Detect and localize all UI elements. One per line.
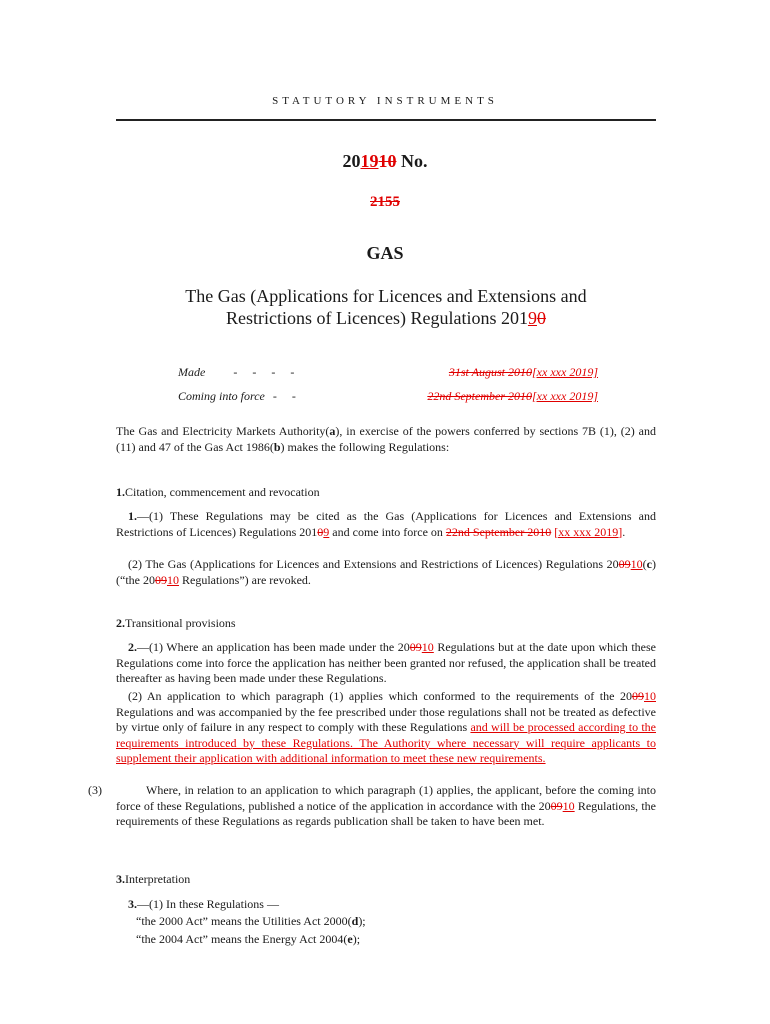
section-1-para-2: (2) The Gas (Applications for Licences and Extensions and Restrictions of Licences) Regulations 200910(c) (“the 200910 Regulations”) are revoked. [116,557,656,587]
deleted-text: 0 [536,308,546,328]
inserted-text: 9 [527,308,537,328]
deleted-text: 2155 [370,194,400,210]
section-2-para-1: 2.—(1) Where an application has been made under the 200910 Regulations but at the date upon which these Regulations come into force the application has neither been granted nor refused, the application shall be treated thereafter as having been made under these Regulations. [116,640,656,685]
section-3-para-1: 3.—(1) In these Regulations — [128,897,279,911]
preamble: The Gas and Electricity Markets Authority(a), in exercise of the powers conferred by sections 7B (1), (2) and (11) and 47 of the Gas Act 1986(b) makes the following Regulations: [116,424,656,454]
definition-2004-act: “the 2004 Act” means the Energy Act 2004(e); [136,932,361,946]
regulations-title: The Gas (Applications for Licences and Extensions and Restrictions of Licences) Regulations 20190 [185,286,587,328]
deleted-text: 10 [378,151,397,171]
section-2-para-3: Where, in relation to an application to which paragraph (1) applies, the applicant, before the coming into force of these Regulations, published a notice of the application in accordance with the 200910 Regulations, the requirements of these Regulations as regards publication shall be taken to have been met. [116,783,656,828]
section-2-para-2: (2) An application to which paragraph (1) applies which conformed to the requirements of the 200910 Regulations and was accompanied by the fee prescribed under those regulations shall not be treated as defective by virtue only of failure in any respect to comply with these Regulations and will be processed according to the requirements introduced by these Regulations. The Authority where necessary will require applicants to supplement their application with additional information to meet these new requirements. [116,689,656,765]
series-heading: STATUTORY INSTRUMENTS [272,95,498,107]
definition-2000-act: “the 2000 Act” means the Utilities Act 2000(d); [136,914,366,928]
subject-heading: GAS [366,243,404,263]
section-3-heading: 3.Interpretation [116,872,191,886]
section-1-heading: 1.Citation, commencement and revocation [116,485,320,499]
si-number [0,194,770,211]
document-page: STATUTORY INSTRUMENTS 201910 No. 2155 GAS The Gas (Applications for Licences and Extensions and Restrictions of Licences) Regulations 20190 Made - - - - 31st August 2010[xx xxx 2019] Coming into force - - 22nd September 2010[xx xxx 2019] The Gas and Electricity Markets Authority(a), in exercise of the powers conferred by sections 7B (1), (2) and (11) and 47 of the Gas Act 1986(b) makes the following Regulations: 1.Citation, commencement and revocation 1.—(1) These Regulations may be cited as the Gas (Applications for Licences and Extensions and Restrictions of Licences) Regulations 20109 and come into force on 22nd September 2010 [xx xxx 2019]. (2) The Gas (Applications for Licences and Extensions and Restrictions of Licences) Regulations 200910(c) (“the 200910 Regulations”) are revoked. 2.Transitional provisions 2.—(1) Where an application has been made under the 200910 Regulations but at the date upon which these Regulations come into force the application has neither been granted nor refused, the application shall be treated thereafter as having been made under these Regulations. (2) An application to which paragraph (1) applies which conformed to the requirements of the 200910 Regulations and was accompanied by the fee prescribed under those regulations shall not be treated as defective by virtue only of failure in any respect to comply with these Regulations and will be processed according to the requirements introduced by these Regulations. The Authority where necessary will require applicants to supplement their application with additional information to meet these new requirements. (3) Where, in relation to an application to which paragraph (1) applies, the applicant, before the coming into force of these Regulations, published a notice of the application in accordance with the 200910 Regulations, the requirements of these Regulations as regards publication shall be taken to have been met. 3.Interpretation 3.—(1) In these Regulations — “the 2000 Act” means the Utilities Act 2000(d); “the 2004 Act” means the Energy Act 2004(e); [0,0,770,1024]
inserted-text: 19 [360,151,379,171]
section-2-heading: 2.Transitional provisions [116,616,236,630]
si-year: 201910 No. [342,151,428,171]
section-1-para-1: 1.—(1) These Regulations may be cited as the Gas (Applications for Licences and Extensions and Restrictions of Licences) Regulations 20109 and come into force on 22nd September 2010 [xx xxx 2019]. [116,509,656,539]
title-rule [116,119,656,121]
section-2-para-3-number: (3) [88,783,102,797]
